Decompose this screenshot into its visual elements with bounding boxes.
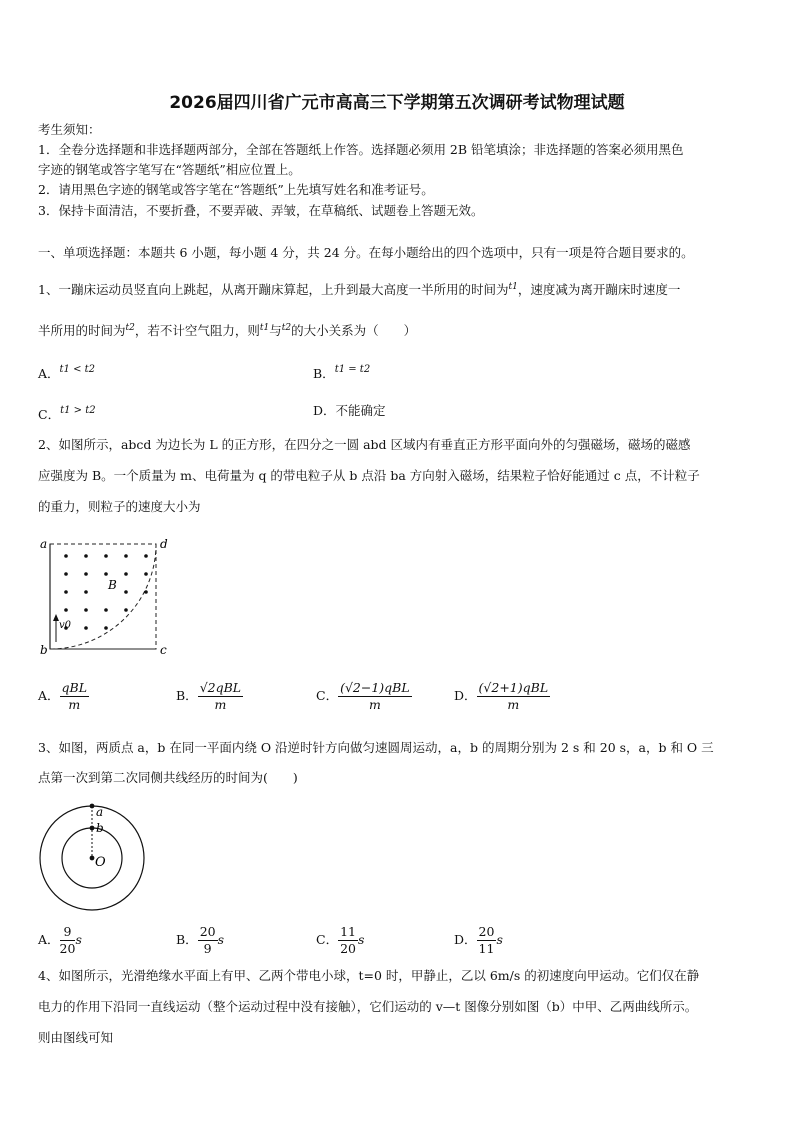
q1-option-b[interactable]: B．$^{t1 = t2}$ bbox=[313, 364, 371, 381]
quarter-arc bbox=[50, 544, 156, 649]
label-O: O bbox=[95, 855, 106, 870]
point-a bbox=[90, 804, 95, 809]
q2-option-c[interactable]: C． $\frac{\text{(√2−1)qBL}}{m}$ bbox=[316, 680, 410, 712]
label-b: b bbox=[40, 643, 48, 657]
q1-option-d[interactable]: D．不能确定 bbox=[313, 403, 386, 418]
q2-option-b[interactable]: B． $\frac{\text{√2qBL}}{m}$ bbox=[176, 680, 242, 712]
q3-option-b[interactable]: B． $\frac{20}{9}$ s bbox=[176, 924, 225, 956]
q3-line2: 点第一次到第二次同侧共线经历的时间为( ) bbox=[38, 770, 298, 785]
q4-line2: 电力的作用下沿同一直线运动（整个运动过程中没有接触），它们运动的 v—t 图像分别如图（b）中甲、乙两曲线所示。 bbox=[38, 999, 698, 1014]
label-v0: v0 bbox=[59, 620, 72, 631]
q4-line3: 则由图线可知 bbox=[38, 1030, 114, 1045]
notice-line2: 2．请用黑色字迹的钢笔或答字笔在“答题纸”上先填写姓名和准考证号。 bbox=[38, 182, 434, 197]
notice-heading: 考生须知： bbox=[38, 122, 101, 137]
label-d: d bbox=[160, 537, 168, 551]
notice-line1a: 1．全卷分选择题和非选择题两部分，全部在答题纸上作答。选择题必须用 2B 铅笔填涂；非选择题的答案必须用黑色 bbox=[38, 142, 684, 157]
q1-option-c[interactable]: C．$^{t1 > t2}$ bbox=[38, 405, 96, 422]
q4-line1: 4、如图所示，光滑绝缘水平面上有甲、乙两个带电小球，t=0 时，甲静止，乙以 6m/s 的初速度向甲运动。它们仅在静 bbox=[38, 968, 700, 983]
q2-line1: 2、如图所示，abcd 为边长为 L 的正方形，在四分之一圆 abd 区域内有垂直正方形平面向外的匀强磁场，磁场的磁感 bbox=[38, 437, 691, 452]
square-abcd bbox=[50, 544, 156, 649]
q1-line2: 半所用的时间为$^{t2}$，若不计空气阻力，则$^{t1}$与$^{t2}$的大小关系为（ ） bbox=[38, 323, 417, 339]
label-a: a bbox=[40, 537, 48, 551]
q3-option-d[interactable]: D． $\frac{20}{11}$ s bbox=[454, 924, 503, 956]
q2-option-a[interactable]: A． $\frac{\text{qBL}}{m}$ bbox=[38, 680, 88, 712]
q1-var-t1: t1 bbox=[508, 282, 518, 292]
label-b: b bbox=[96, 821, 104, 835]
notice-line3: 3．保持卡面清洁，不要折叠，不要弄破、弄皱，在草稿纸、试题卷上答题无效。 bbox=[38, 203, 484, 218]
q2-line2: 应强度为 B。一个质量为 m、电荷量为 q 的带电粒子从 b 点沿 ba 方向射入磁场，结果粒子恰好能通过 c 点，不计粒子 bbox=[38, 468, 700, 483]
section-heading: 一、单项选择题：本题共 6 小题，每小题 4 分，共 24 分。在每小题给出的四个选项中，只有一项是符合题目要求的。 bbox=[38, 245, 694, 260]
q2-figure bbox=[36, 532, 180, 660]
q3-option-c[interactable]: C． $\frac{11}{20}$ s bbox=[316, 924, 365, 956]
magnetic-field-dots bbox=[64, 554, 148, 630]
label-B: B bbox=[108, 578, 117, 592]
point-O bbox=[90, 856, 95, 861]
q3-line1: 3、如图，两质点 a，b 在同一平面内绕 O 沿逆时针方向做匀速圆周运动，a，b 的周期分别为 2 s 和 20 s，a，b 和 O 三 bbox=[38, 740, 714, 755]
point-b bbox=[90, 826, 95, 831]
page-title: 2026届四川省广元市高高三下学期第五次调研考试物理试题 bbox=[169, 93, 625, 113]
label-c: c bbox=[160, 643, 167, 657]
q3-option-a[interactable]: A． $\frac{9}{20}$ s bbox=[38, 924, 82, 956]
q1-line1: 1、一蹦床运动员竖直向上跳起，从离开蹦床算起，上升到最大高度一半所用的时间为$^{t1}$，速度减为离开蹦床时速度一 bbox=[38, 282, 681, 298]
q2-line3: 的重力，则粒子的速度大小为 bbox=[38, 499, 201, 514]
q2-option-d[interactable]: D． $\frac{\text{(√2+1)qBL}}{m}$ bbox=[454, 680, 549, 712]
q1-option-a[interactable]: A．$^{t1 < t2}$ bbox=[38, 364, 96, 381]
label-a: a bbox=[96, 805, 104, 819]
q3-figure bbox=[36, 800, 148, 912]
notice-line1b: 字迹的钢笔或答字笔写在“答题纸”相应位置上。 bbox=[38, 162, 301, 177]
